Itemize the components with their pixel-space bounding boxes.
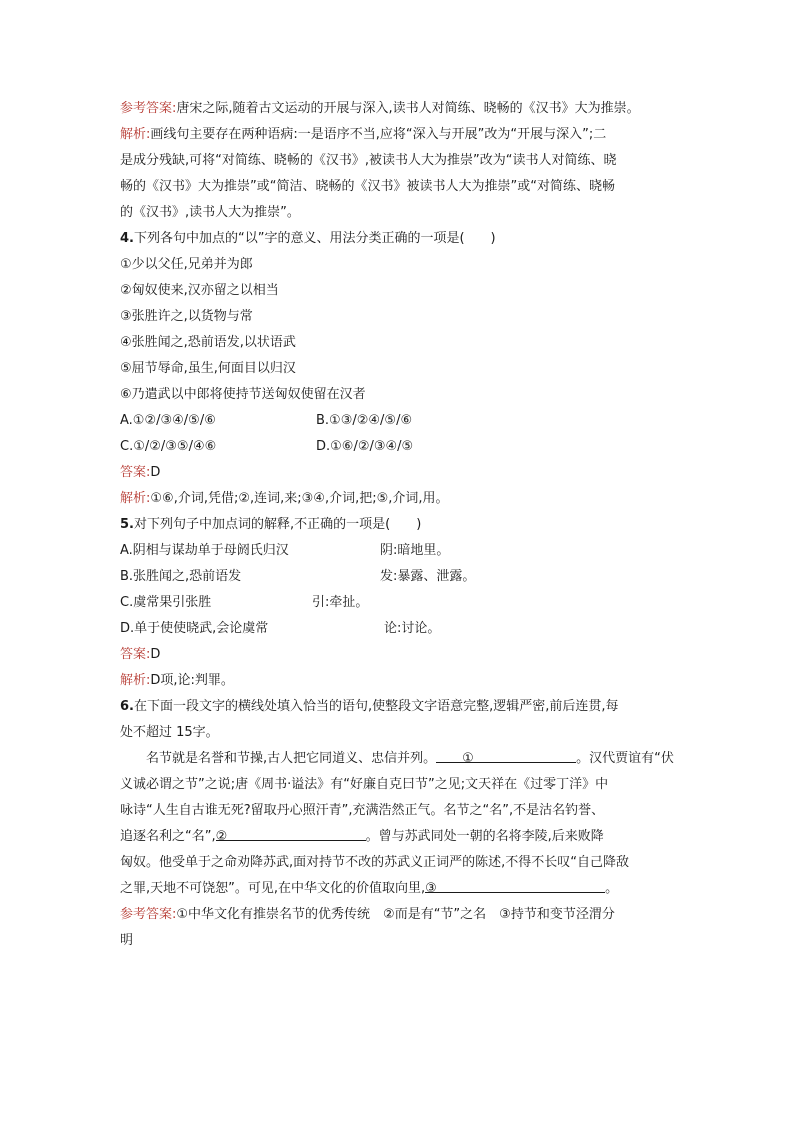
answer-value: D: [150, 647, 161, 662]
q5-option-row: [120, 564, 680, 590]
question-number: 4.: [120, 231, 134, 246]
q3-explanation-line-4: 的《汉书》,读书人大为推崇”。: [120, 205, 300, 220]
q4-stem: [120, 226, 680, 252]
blank-number: ①: [462, 751, 474, 766]
q5-explanation: [120, 668, 680, 694]
q4-item: ③张胜许之,以货物与常: [120, 309, 253, 324]
fill-blank-1[interactable]: [436, 746, 576, 766]
q4-answer: [120, 460, 680, 486]
answer-label: 参考答案:: [120, 907, 177, 922]
answer-text: 唐宋之际,随着古文运动的开展与深入,读书人对简练、晓畅的《汉书》大为推崇。: [176, 101, 640, 116]
option-sentence: B.张胜闻之,恐前语发: [120, 569, 242, 584]
q3-explanation-line-3: 畅的《汉书》大为推崇”或“简洁、晓畅的《汉书》被读书人大为推崇”或“对简练、晓畅: [120, 179, 615, 194]
q6-passage-line-1: [120, 746, 680, 772]
q3-answer: [120, 96, 680, 122]
answer-text: ①中华文化有推崇名节的优秀传统 ②而是有“节”之名 ③持节和变节泾渭分: [176, 907, 615, 922]
fill-blank-2[interactable]: [215, 824, 366, 844]
question-text: 在下面一段文字的横线处填入恰当的语句,使整段文字语意完整,逻辑严密,前后连贯,每: [133, 699, 619, 714]
explanation-text: D项,论:判罪。: [150, 673, 234, 688]
q6-stem-line-2: 处不超过 15字。: [120, 725, 219, 740]
question-text: 对下列句子中加点词的解释,不正确的一项是( ): [133, 517, 422, 532]
passage-text: 。汉代贾谊有“伏: [576, 751, 674, 766]
q4-item: ⑥乃遣武以中郎将使持节送匈奴使留在汉者: [120, 387, 366, 402]
q5-answer: [120, 642, 680, 668]
answer-label: 答案:: [120, 647, 151, 662]
explanation-label: 解析:: [120, 491, 151, 506]
passage-text: 。: [605, 881, 619, 896]
q3-explanation-line-2: 是成分残缺,可将“对简练、晓畅的《汉书》,被读书人大为推崇”改为“读书人对简练、晓: [120, 153, 617, 168]
q4-options-row-1: [120, 408, 680, 434]
q6-stem-line-1: [120, 694, 680, 720]
q4-item: ②匈奴使来,汉亦留之以相当: [120, 283, 279, 298]
option-sentence: D.单于使使晓武,会论虞常: [120, 621, 269, 636]
q4-item: ⑤屈节辱命,虽生,何面目以归汉: [120, 361, 296, 376]
q6-passage-line-6: [120, 876, 680, 902]
answer-label: 参考答案:: [120, 101, 177, 116]
q4-item: ④张胜闻之,恐前语发,以状语武: [120, 335, 296, 350]
q6-passage-line-3: 咏诗“人生自古谁无死?留取丹心照汗青”,充满浩然正气。名节之“名”,不是沽名钓誉、: [120, 803, 605, 818]
question-number: 5.: [120, 517, 134, 532]
option-sentence: C.虞常果引张胜: [120, 595, 212, 610]
explanation-label: 解析:: [120, 127, 151, 142]
option-gloss: 论:讨论。: [384, 621, 441, 636]
q3-explanation-line-1: [120, 122, 680, 148]
option-c: C.①/②/③⑤/④⑥: [120, 439, 217, 454]
option-a: A.①②/③④/⑤/⑥: [120, 413, 216, 428]
q6-answer-line-2: 明: [120, 933, 134, 948]
q5-option-row: [120, 590, 680, 616]
document-page: [120, 96, 680, 954]
explanation-text: 画线句主要存在两种语病:一是语序不当,应将“深入与开展”改为“开展与深入”;二: [150, 127, 607, 142]
passage-text: 之罪,天地不可饶恕”。可见,在中华文化的价值取向里,: [120, 881, 426, 896]
q5-option-row: [120, 616, 680, 642]
q5-stem: [120, 512, 680, 538]
q6-answer-line-1: [120, 902, 680, 928]
q4-explanation: [120, 486, 680, 512]
passage-text: 。曾与苏武同处一朝的名将李陵,后来败降: [365, 829, 604, 844]
passage-text: 追逐名利之“名”,: [120, 829, 216, 844]
blank-number: ②: [215, 829, 228, 844]
blank-number: ③: [425, 881, 437, 896]
option-gloss: 发:暴露、泄露。: [380, 569, 476, 584]
answer-value: D: [150, 465, 161, 480]
q4-options-row-2: [120, 434, 680, 460]
q6-passage-line-4: [120, 824, 680, 850]
q6-passage-line-2: 义诚必谓之节”之说;唐《周书·谥法》有“好廉自克曰节”之见;文天祥在《过零丁洋》中: [120, 777, 609, 792]
option-gloss: 阴:暗地里。: [380, 543, 450, 558]
passage-text: 名节就是名誉和节操,古人把它同道义、忠信并列。: [146, 751, 437, 766]
option-gloss: 引:牵扯。: [312, 595, 369, 610]
option-sentence: A.阴相与谋劫单于母阏氏归汉: [120, 543, 289, 558]
q5-option-row: [120, 538, 680, 564]
q4-item: ①少以父任,兄弟并为郎: [120, 257, 253, 272]
question-number: 6.: [120, 699, 134, 714]
fill-blank-3[interactable]: [425, 876, 605, 896]
option-d: D.①⑥/②/③④/⑤: [316, 439, 414, 454]
q6-passage-line-5: 匈奴。他受单于之命劝降苏武,面对持节不改的苏武义正词严的陈述,不得不长叹“自己降敌: [120, 855, 630, 870]
question-text: 下列各句中加点的“以”字的意义、用法分类正确的一项是( ): [133, 231, 496, 246]
answer-label: 答案:: [120, 465, 151, 480]
explanation-text: ①⑥,介词,凭借;②,连词,来;③④,介词,把;⑤,介词,用。: [150, 491, 449, 506]
explanation-label: 解析:: [120, 673, 151, 688]
option-b: B.①③/②④/⑤/⑥: [316, 413, 413, 428]
